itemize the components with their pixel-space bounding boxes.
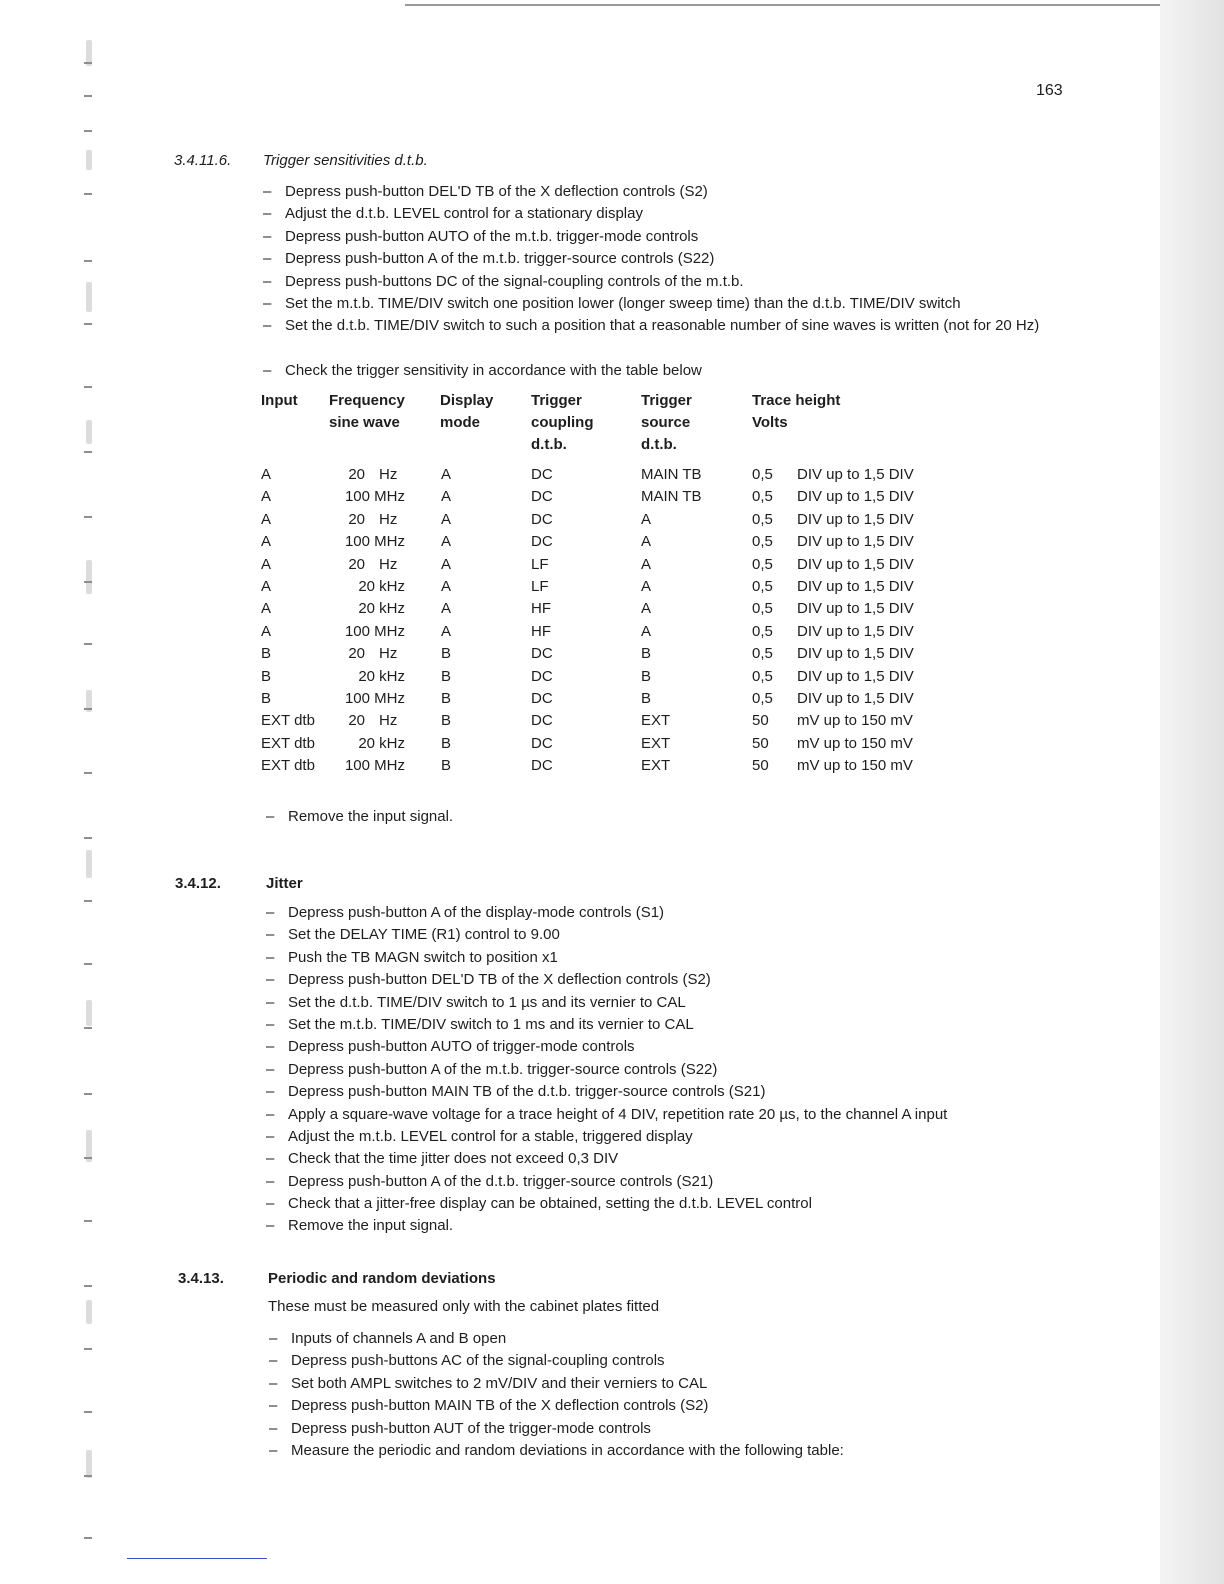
cell-frequency: 20 kHz xyxy=(358,577,405,595)
cell-input: B xyxy=(261,667,272,685)
margin-tick xyxy=(84,1285,92,1287)
dash-bullet: – xyxy=(266,926,275,944)
cell-trace-range: DIV up to 1,5 DIV xyxy=(797,555,914,573)
table-row xyxy=(261,621,961,643)
cell-trigger-coupling: DC xyxy=(531,645,553,663)
cell-trigger-coupling: LF xyxy=(531,577,549,595)
list-item-text: Depress push-button A of the d.t.b. trigger-source controls (S21) xyxy=(288,1172,714,1190)
dash-bullet: – xyxy=(266,1150,275,1168)
trigger-sensitivity-steps xyxy=(263,181,1083,383)
cell-trigger-coupling: DC xyxy=(531,712,553,730)
list-item-text: Check that the time jitter does not exceed 0,3 DIV xyxy=(288,1150,619,1168)
dash-bullet: – xyxy=(269,1397,278,1415)
cell-display-mode: B xyxy=(441,712,452,730)
table-row xyxy=(261,576,961,598)
list-item xyxy=(269,1328,1089,1350)
margin-tick xyxy=(84,900,92,902)
dash-bullet: – xyxy=(269,1374,278,1392)
cell-trigger-coupling: DC xyxy=(531,510,553,528)
cell-trace-range: DIV up to 1,5 DIV xyxy=(797,667,914,685)
cell-frequency-unit: Hz xyxy=(379,466,398,483)
cell-input: A xyxy=(261,533,272,551)
cell-display-mode: B xyxy=(441,645,452,663)
table-row xyxy=(261,666,961,688)
dash-bullet: – xyxy=(269,1352,278,1370)
cell-trigger-coupling: DC xyxy=(531,667,553,685)
margin-artifact xyxy=(86,1300,92,1324)
list-item xyxy=(269,1373,1089,1395)
cell-display-mode: B xyxy=(441,689,452,707)
cell-trace-value: 50 xyxy=(752,757,769,775)
cell-trace-range: DIV up to 1,5 DIV xyxy=(797,600,914,618)
cell-display-mode: A xyxy=(441,466,452,483)
cell-display-mode: A xyxy=(441,533,452,551)
list-item-text: Check that a jitter-free display can be obtained, setting the d.t.b. LEVEL control xyxy=(288,1195,812,1213)
cell-trace-range: DIV up to 1,5 DIV xyxy=(797,488,914,506)
margin-tick xyxy=(84,516,92,518)
margin-tick xyxy=(84,193,92,195)
cell-frequency: 100 MHz xyxy=(344,689,405,707)
dash-bullet: – xyxy=(266,904,275,921)
cell-trace-range: DIV up to 1,5 DIV xyxy=(797,510,914,528)
trigger-sensitivity-closing xyxy=(266,806,866,828)
list-item-text: Depress push-button A of the m.t.b. trigger-source controls (S22) xyxy=(288,1060,718,1078)
dash-bullet: – xyxy=(266,1172,275,1190)
margin-tick xyxy=(84,95,92,97)
list-item xyxy=(266,969,1086,991)
cell-trigger-coupling: LF xyxy=(531,555,549,573)
list-item-text: Push the TB MAGN switch to position x1 xyxy=(288,948,558,966)
list-item xyxy=(269,1418,1089,1440)
table-header xyxy=(261,390,961,464)
table-row xyxy=(261,554,961,576)
cell-input: A xyxy=(261,510,272,528)
cell-trigger-source: A xyxy=(641,533,652,551)
cell-trace-range: mV up to 150 mV xyxy=(797,734,913,752)
cell-input: A xyxy=(261,600,272,618)
top-scan-rule xyxy=(405,4,1165,6)
dash-bullet: – xyxy=(266,1083,275,1101)
list-item xyxy=(263,293,1083,315)
periodic-steps xyxy=(269,1328,1089,1462)
cell-input: A xyxy=(261,488,272,506)
cell-frequency: 20 xyxy=(348,645,365,663)
list-item xyxy=(266,1215,1086,1237)
cell-trace-value: 50 xyxy=(752,712,769,730)
margin-tick xyxy=(84,1157,92,1159)
cell-trigger-coupling: DC xyxy=(531,466,553,483)
cell-trace-value: 0,5 xyxy=(752,533,773,551)
list-item xyxy=(263,360,1083,382)
cell-trace-value: 0,5 xyxy=(752,488,773,506)
dash-bullet: – xyxy=(269,1330,278,1347)
table-row xyxy=(261,733,961,755)
cell-trace-value: 0,5 xyxy=(752,600,773,618)
list-item xyxy=(266,1148,1086,1170)
list-item xyxy=(263,248,1083,270)
cell-trigger-source: A xyxy=(641,510,652,528)
margin-tick xyxy=(84,772,92,774)
dash-bullet: – xyxy=(266,1127,275,1145)
cell-display-mode: A xyxy=(441,510,452,528)
dash-bullet: – xyxy=(263,227,272,245)
table-row xyxy=(261,643,961,665)
cell-trace-value: 50 xyxy=(752,734,769,752)
section-title-trigger-sensitivities: Trigger sensitivities d.t.b. xyxy=(263,152,428,169)
list-item xyxy=(266,1036,1086,1058)
header-frequency: Frequency sine wave xyxy=(329,392,405,431)
table-row xyxy=(261,531,961,553)
cell-input: EXT dtb xyxy=(261,734,315,752)
table-row xyxy=(261,464,961,486)
cell-frequency: 100 MHz xyxy=(344,622,405,640)
cell-display-mode: B xyxy=(441,734,452,752)
margin-tick xyxy=(84,643,92,645)
cell-input: A xyxy=(261,555,272,573)
cell-frequency: 100 MHz xyxy=(344,757,405,775)
cell-frequency: 20 kHz xyxy=(358,667,405,685)
cell-display-mode: A xyxy=(441,577,452,595)
list-item xyxy=(266,1171,1086,1193)
margin-tick xyxy=(84,130,92,132)
list-item-text: Check the trigger sensitivity in accordance with the table below xyxy=(285,362,702,380)
cell-trigger-source: A xyxy=(641,600,652,618)
list-item-text: Remove the input signal. xyxy=(288,1217,454,1235)
cell-trigger-coupling: HF xyxy=(531,622,551,640)
cell-trigger-source: B xyxy=(641,667,652,685)
margin-tick xyxy=(84,62,92,64)
section-number-3-4-11-6: 3.4.11.6. xyxy=(174,152,232,169)
cell-display-mode: A xyxy=(441,555,452,573)
cell-frequency-unit: Hz xyxy=(379,555,398,573)
list-item xyxy=(263,226,1083,248)
table-row xyxy=(261,509,961,531)
dash-bullet: – xyxy=(266,1060,275,1078)
cell-frequency: 100 MHz xyxy=(344,533,405,551)
cell-input: A xyxy=(261,622,272,640)
cell-frequency: 20 kHz xyxy=(358,600,405,618)
list-item-text: Depress push-buttons DC of the signal-coupling controls of the m.t.b. xyxy=(285,272,744,290)
cell-trigger-coupling: DC xyxy=(531,757,553,775)
section-number-3-4-12: 3.4.12. xyxy=(175,875,221,892)
header-input: Input xyxy=(261,392,298,409)
cell-frequency: 20 xyxy=(348,712,365,730)
cell-trigger-source: A xyxy=(641,555,652,573)
list-item-text: Set the m.t.b. TIME/DIV switch to 1 ms and its vernier to CAL xyxy=(288,1015,694,1033)
dash-bullet: – xyxy=(266,808,275,825)
list-item-text: Set the d.t.b. TIME/DIV switch to 1 µs and its vernier to CAL xyxy=(288,993,686,1011)
list-item xyxy=(263,315,1045,360)
list-item-text: Depress push-button MAIN TB of the d.t.b. trigger-source controls (S21) xyxy=(288,1083,766,1101)
list-item xyxy=(263,181,1083,203)
table-row xyxy=(261,598,961,620)
list-item xyxy=(269,1350,1089,1372)
list-item xyxy=(266,902,1086,924)
margin-tick xyxy=(84,708,92,710)
cell-display-mode: A xyxy=(441,622,452,640)
header-trace-height: Trace height Volts xyxy=(752,392,841,431)
list-item-text: Set the d.t.b. TIME/DIV switch to such a position that a reasonable number of sine waves is written (not for 20 Hz) xyxy=(285,317,1040,335)
cell-trace-range: DIV up to 1,5 DIV xyxy=(797,533,914,551)
margin-tick xyxy=(84,1220,92,1222)
cell-frequency: 20 xyxy=(348,510,365,528)
margin-tick xyxy=(84,1475,92,1477)
page-number: 163 xyxy=(1036,82,1063,99)
dash-bullet: – xyxy=(266,1195,275,1213)
margin-tick xyxy=(84,386,92,388)
margin-artifact xyxy=(86,850,92,878)
table-body xyxy=(261,464,961,777)
list-item xyxy=(266,1193,1086,1215)
table-row xyxy=(261,710,961,732)
dash-bullet: – xyxy=(263,205,272,223)
header-trigger-coupling: Trigger coupling d.t.b. xyxy=(531,392,594,453)
cell-frequency: 20 kHz xyxy=(358,734,405,752)
list-item-text: Set the m.t.b. TIME/DIV switch one position lower (longer sweep time) than the d.t.b. TIME/DIV switch xyxy=(285,294,961,312)
cell-trigger-source: MAIN TB xyxy=(641,466,702,483)
cell-trace-range: DIV up to 1,5 DIV xyxy=(797,689,914,707)
header-trigger-source: Trigger source d.t.b. xyxy=(641,392,692,453)
cell-trigger-coupling: DC xyxy=(531,533,553,551)
dash-bullet: – xyxy=(263,317,272,335)
cell-trigger-source: MAIN TB xyxy=(641,488,702,506)
list-item xyxy=(269,1395,1089,1417)
list-item-text: Set the DELAY TIME (R1) control to 9.00 xyxy=(288,926,560,944)
cell-trace-value: 0,5 xyxy=(752,577,773,595)
dash-bullet: – xyxy=(263,362,272,380)
margin-artifact xyxy=(86,560,92,594)
list-item xyxy=(266,1059,1086,1081)
cell-trace-value: 0,5 xyxy=(752,466,773,483)
margin-artifact xyxy=(86,150,92,170)
cell-display-mode: B xyxy=(441,757,452,775)
cell-trigger-source: B xyxy=(641,645,652,663)
dash-bullet: – xyxy=(266,948,275,966)
list-item-text: Depress push-button AUTO of trigger-mode controls xyxy=(288,1038,635,1056)
list-item xyxy=(266,1081,1086,1103)
dash-bullet: – xyxy=(263,294,272,312)
dash-bullet: – xyxy=(266,1217,275,1235)
list-item-text: Depress push-button A of the m.t.b. trigger-source controls (S22) xyxy=(285,250,715,268)
header-display-mode: Display mode xyxy=(440,392,494,431)
margin-tick xyxy=(84,323,92,325)
cell-trace-value: 0,5 xyxy=(752,555,773,573)
margin-tick xyxy=(84,963,92,965)
dash-bullet: – xyxy=(263,183,272,200)
list-item xyxy=(266,1014,1086,1036)
cell-trigger-source: EXT xyxy=(641,734,671,752)
table-row xyxy=(261,688,961,710)
section-title-periodic-random: Periodic and random deviations xyxy=(268,1270,496,1287)
cell-input: A xyxy=(261,577,272,595)
margin-tick xyxy=(84,1348,92,1350)
cell-display-mode: B xyxy=(441,667,452,685)
list-item-text: Depress push-button AUTO of the m.t.b. trigger-mode controls xyxy=(285,227,699,245)
list-item xyxy=(266,806,866,828)
list-item-text: Apply a square-wave voltage for a trace height of 4 DIV, repetition rate 20 µs, to the channel A input xyxy=(288,1105,948,1123)
margin-tick xyxy=(84,260,92,262)
list-item-text: Adjust the d.t.b. LEVEL control for a stationary display xyxy=(285,205,643,223)
cell-frequency: 20 xyxy=(348,466,365,483)
list-item-text: Measure the periodic and random deviations in accordance with the following table: xyxy=(291,1441,844,1459)
list-item xyxy=(266,992,1086,1014)
margin-tick xyxy=(84,1093,92,1095)
cell-trace-value: 0,5 xyxy=(752,622,773,640)
trigger-sensitivity-table xyxy=(261,390,961,777)
cell-input: B xyxy=(261,645,272,663)
cell-trigger-coupling: DC xyxy=(531,488,553,506)
cell-trace-value: 0,5 xyxy=(752,689,773,707)
list-item-text: Depress push-button DEL'D TB of the X deflection controls (S2) xyxy=(285,183,708,200)
table-row xyxy=(261,486,961,508)
margin-tick xyxy=(84,581,92,583)
list-item xyxy=(266,1104,1086,1126)
cell-trigger-coupling: DC xyxy=(531,689,553,707)
cell-trace-range: mV up to 150 mV xyxy=(797,712,913,730)
list-item-text: Depress push-button MAIN TB of the X deflection controls (S2) xyxy=(291,1397,709,1415)
margin-tick xyxy=(84,451,92,453)
cell-trigger-coupling: DC xyxy=(531,734,553,752)
dash-bullet: – xyxy=(266,993,275,1011)
cell-trigger-source: A xyxy=(641,577,652,595)
list-item-text: Depress push-buttons AC of the signal-coupling controls xyxy=(291,1352,665,1370)
cell-input: B xyxy=(261,689,272,707)
dash-bullet: – xyxy=(266,971,275,989)
margin-artifact xyxy=(86,1450,92,1478)
cell-trace-range: DIV up to 1,5 DIV xyxy=(797,577,914,595)
dash-bullet: – xyxy=(266,1038,275,1056)
list-item-text: Depress push-button A of the display-mode controls (S1) xyxy=(288,904,665,921)
cell-trigger-source: EXT xyxy=(641,712,671,730)
cell-trace-value: 0,5 xyxy=(752,645,773,663)
margin-tick xyxy=(84,1027,92,1029)
list-item-text: Depress push-button AUT of the trigger-mode controls xyxy=(291,1419,651,1437)
cell-frequency-unit: Hz xyxy=(379,645,398,663)
margin-tick xyxy=(84,1411,92,1413)
cell-display-mode: A xyxy=(441,600,452,618)
cell-trace-value: 0,5 xyxy=(752,667,773,685)
cell-trigger-source: B xyxy=(641,689,652,707)
list-item-text: Adjust the m.t.b. LEVEL control for a stable, triggered display xyxy=(288,1127,693,1145)
cell-trigger-source: EXT xyxy=(641,757,671,775)
list-item-text: Set both AMPL switches to 2 mV/DIV and their verniers to CAL xyxy=(291,1374,708,1392)
right-page-shadow xyxy=(1160,0,1224,1584)
cell-trace-range: DIV up to 1,5 DIV xyxy=(797,622,914,640)
periodic-intro: These must be measured only with the cabinet plates fitted xyxy=(268,1298,660,1315)
dash-bullet: – xyxy=(266,1015,275,1033)
cell-frequency: 20 xyxy=(348,555,365,573)
margin-tick xyxy=(84,1537,92,1539)
dash-bullet: – xyxy=(269,1441,278,1459)
list-item-text: Depress push-button DEL'D TB of the X deflection controls (S2) xyxy=(288,971,711,989)
list-item xyxy=(266,947,1086,969)
table-row xyxy=(261,755,961,777)
dash-bullet: – xyxy=(266,1105,275,1123)
cell-input: EXT dtb xyxy=(261,712,315,730)
list-item xyxy=(263,271,1083,293)
cell-frequency: 100 MHz xyxy=(344,488,405,506)
jitter-steps xyxy=(266,902,1086,1238)
cell-frequency-unit: Hz xyxy=(379,510,398,528)
cell-frequency-unit: Hz xyxy=(379,712,398,730)
cell-input: A xyxy=(261,466,272,483)
list-item xyxy=(263,203,1083,225)
section-title-jitter: Jitter xyxy=(266,875,303,892)
cell-trigger-source: A xyxy=(641,622,652,640)
cell-trace-value: 0,5 xyxy=(752,510,773,528)
cell-trace-range: mV up to 150 mV xyxy=(797,757,913,775)
cell-trace-range: DIV up to 1,5 DIV xyxy=(797,645,914,663)
cell-trace-range: DIV up to 1,5 DIV xyxy=(797,466,914,483)
list-item xyxy=(269,1440,1089,1462)
list-item xyxy=(266,1126,1086,1148)
margin-tick xyxy=(84,837,92,839)
list-item-text: Remove the input signal. xyxy=(288,808,454,825)
margin-artifact xyxy=(86,282,92,312)
dash-bullet: – xyxy=(263,250,272,268)
cell-display-mode: A xyxy=(441,488,452,506)
cell-trigger-coupling: HF xyxy=(531,600,551,618)
bottom-underline xyxy=(127,1558,267,1559)
section-number-3-4-13: 3.4.13. xyxy=(178,1270,224,1287)
margin-artifact xyxy=(86,1000,92,1026)
list-item xyxy=(266,924,1086,946)
cell-input: EXT dtb xyxy=(261,757,315,775)
dash-bullet: – xyxy=(269,1419,278,1437)
margin-artifact xyxy=(86,420,92,444)
list-item-text: Inputs of channels A and B open xyxy=(291,1330,507,1347)
dash-bullet: – xyxy=(263,272,272,290)
